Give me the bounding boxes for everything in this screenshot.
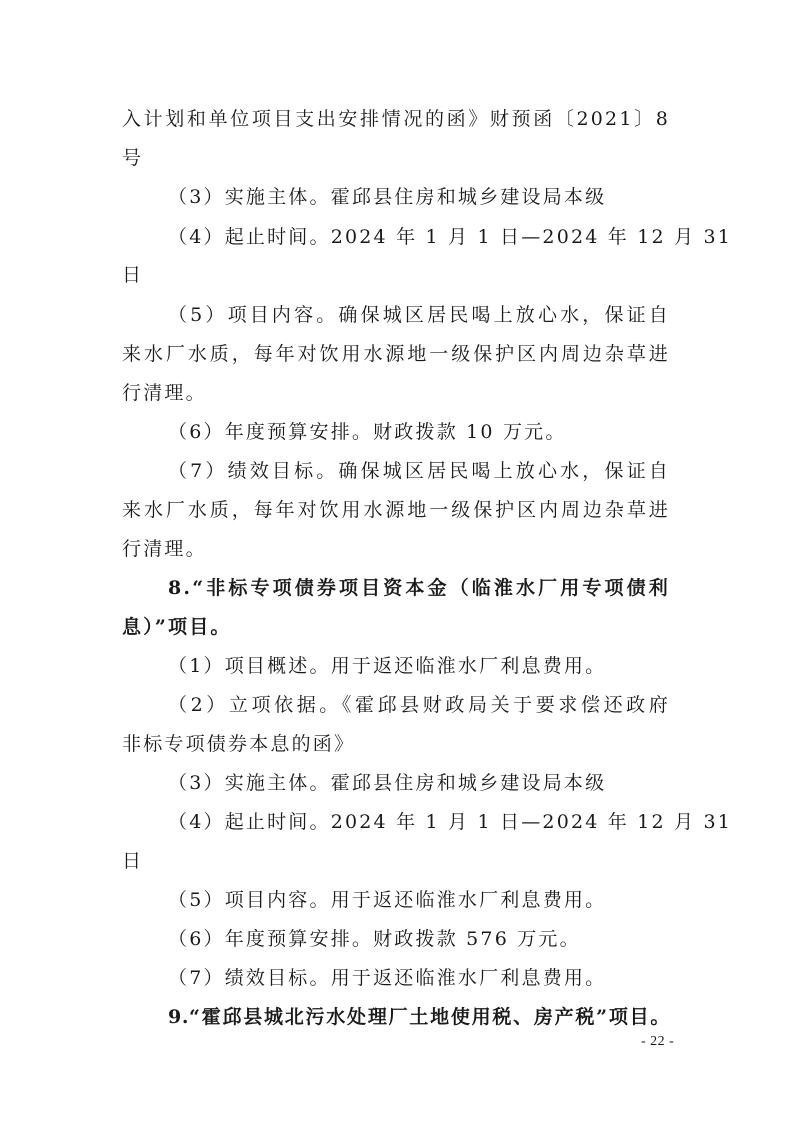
body-line-20: 日: [122, 850, 144, 872]
body-line-6: （5）项目内容。确保城区居民喝上放心水，保证自: [168, 304, 670, 326]
section-9-heading: 9.“霍邱县城北污水处理厂土地使用税、房产税”项目。: [168, 1006, 670, 1028]
body-line-1: 入计划和单位项目支出安排情况的函》财预函〔2021〕8: [122, 108, 670, 130]
body-line-11: 来水厂水质，每年对饮用水源地一级保护区内周边杂草进: [122, 499, 670, 521]
body-line-4: （4）起止时间。2024 年 1 月 1 日—2024 年 12 月 31: [168, 226, 733, 248]
body-line-9: （6）年度预算安排。财政拨款 10 万元。: [168, 421, 567, 443]
body-line-3: （3）实施主体。霍邱县住房和城乡建设局本级: [168, 186, 607, 208]
body-line-2: 号: [122, 147, 144, 169]
page-number: - 22 -: [641, 1034, 675, 1049]
body-line-22: （6）年度预算安排。财政拨款 576 万元。: [168, 928, 581, 950]
body-line-8: 行清理。: [122, 382, 207, 404]
body-line-23: （7）绩效目标。用于返还临淮水厂利息费用。: [168, 967, 607, 989]
body-line-18: （3）实施主体。霍邱县住房和城乡建设局本级: [168, 772, 607, 794]
body-line-5: 日: [122, 264, 144, 286]
body-line-16: （2）立项依据。《霍邱县财政局关于要求偿还政府: [168, 694, 670, 716]
body-line-12: 行清理。: [122, 538, 207, 560]
body-line-17: 非标专项债券本息的函》: [122, 733, 356, 755]
body-line-19: （4）起止时间。2024 年 1 月 1 日—2024 年 12 月 31: [168, 811, 733, 833]
body-line-15: （1）项目概述。用于返还临淮水厂利息费用。: [168, 655, 607, 677]
section-8-heading-line-2: 息）”项目。: [122, 616, 232, 638]
section-8-heading-line-1: 8.“非标专项债券项目资本金（临淮水厂用专项债利: [168, 577, 670, 599]
body-line-7: 来水厂水质，每年对饮用水源地一级保护区内周边杂草进: [122, 343, 670, 365]
body-line-21: （5）项目内容。用于返还临淮水厂利息费用。: [168, 889, 607, 911]
body-line-10: （7）绩效目标。确保城区居民喝上放心水，保证自: [168, 460, 670, 482]
